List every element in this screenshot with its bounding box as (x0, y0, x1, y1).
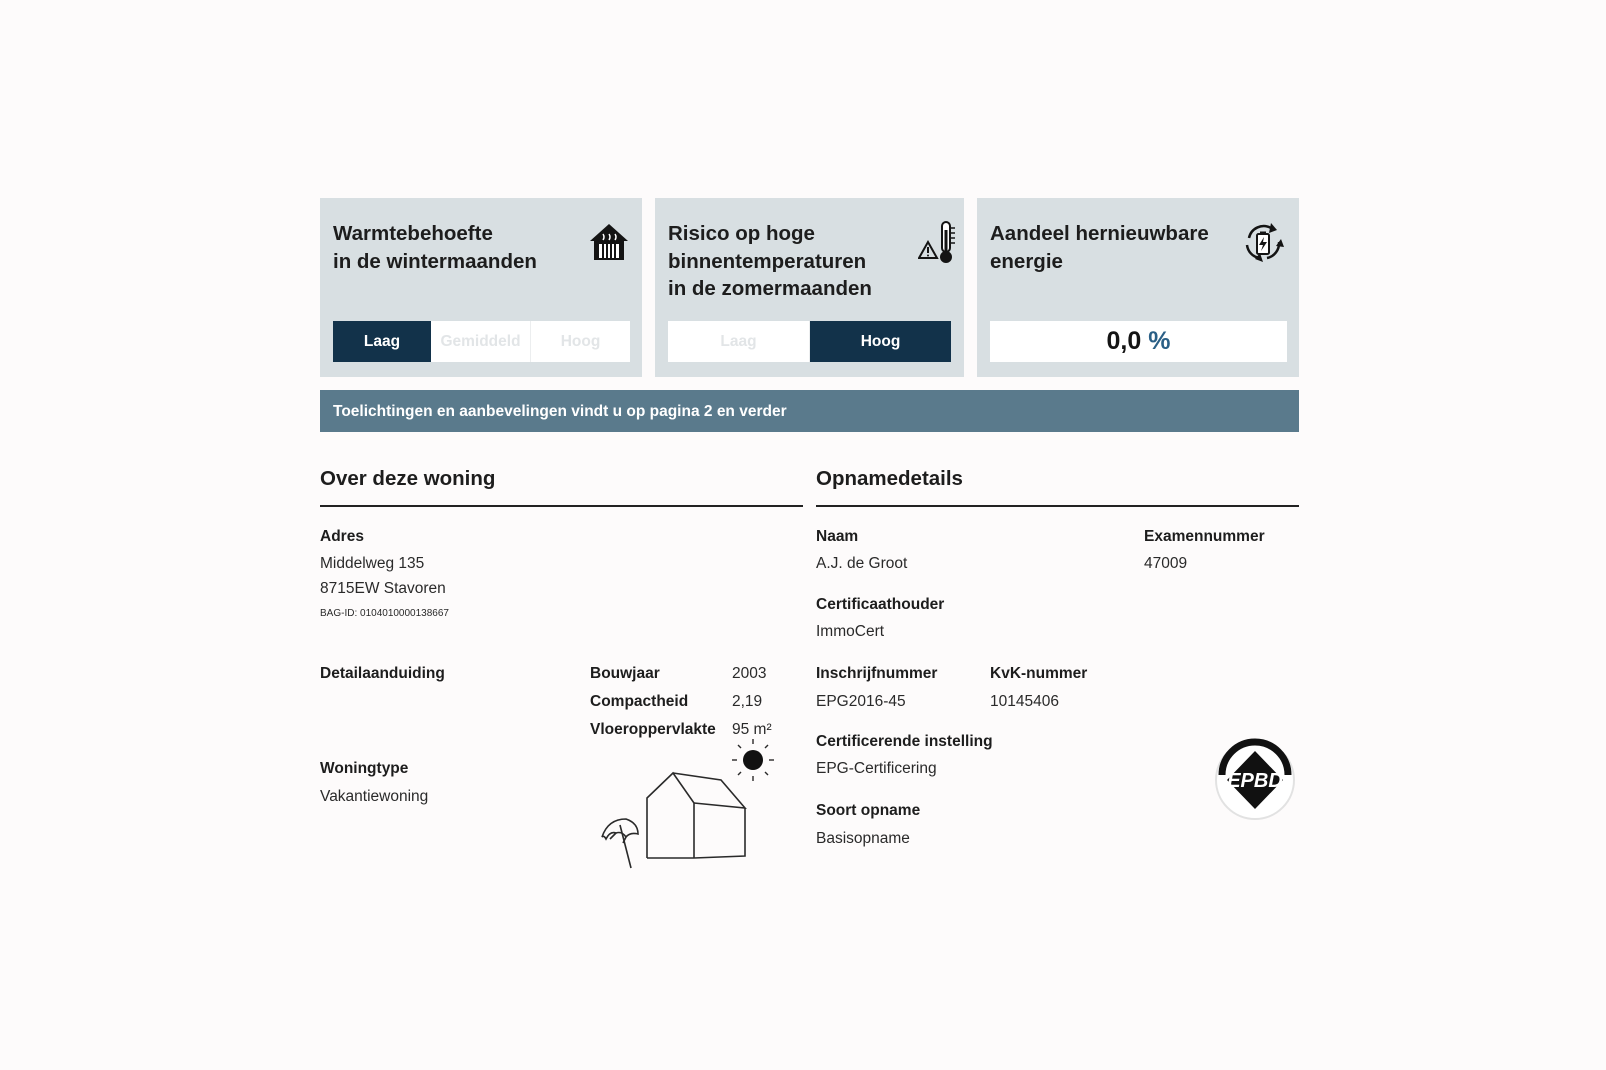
bag-id: BAG-ID: 0104010000138667 (320, 608, 449, 619)
renewable-battery-icon (1241, 220, 1285, 266)
renewable-share-unit: % (1148, 327, 1171, 355)
info-banner: Toelichtingen en aanbevelingen vindt u op pagina 2 en verder (320, 390, 1299, 432)
certificate-holder-label: Certificaathouder (816, 596, 945, 613)
renewable-title-line: energie (990, 249, 1063, 273)
overheating-risk-title (668, 220, 872, 303)
heat-demand-card (320, 198, 642, 377)
inspection-section-title: Opnamedetails (816, 467, 963, 490)
inspection-section-rule (816, 505, 1299, 507)
stat-value: 2,19 (732, 693, 763, 710)
home-section-title: Over deze woning (320, 467, 496, 490)
detail-label: Detailaanduiding (320, 665, 445, 682)
certificate-holder-value: ImmoCert (816, 623, 885, 640)
address-label: Adres (320, 528, 364, 545)
overheating-title-line: Risico op hoge (668, 222, 815, 245)
inspector-name-label: Naam (816, 528, 859, 545)
registration-number-label: Inschrijfnummer (816, 665, 938, 682)
overheating-risk-selector (668, 321, 951, 362)
overheat-option-high: Hoog (810, 321, 951, 362)
heat-demand-selector (333, 321, 630, 362)
certifying-institute-label: Certificerende instelling (816, 733, 993, 750)
exam-number-value: 47009 (1144, 555, 1188, 572)
kvk-number-label: KvK-nummer (990, 665, 1088, 682)
holiday-home-illustration (596, 735, 781, 875)
heat-option-low: Laag (333, 321, 431, 362)
renewable-energy-title (990, 220, 1209, 275)
home-type-label: Woningtype (320, 760, 409, 777)
renewable-share-value (990, 321, 1287, 362)
registration-number-value: EPG2016-45 (816, 693, 906, 710)
overheating-title-line: binnentemperaturen (668, 249, 867, 273)
heat-demand-title (333, 220, 537, 275)
renewable-title-line: Aandeel hernieuwbare (990, 222, 1209, 245)
inspector-name-value: A.J. de Groot (816, 555, 908, 572)
inspection-type-value: Basisopname (816, 830, 910, 847)
home-type-value: Vakantiewoning (320, 788, 429, 805)
heat-option-high: Hoog (531, 321, 630, 362)
stat-value: 95 m² (732, 721, 772, 738)
epbd-logo-text: EPBD (1227, 770, 1283, 792)
stat-label: Bouwjaar (590, 665, 660, 682)
stat-label: Compactheid (590, 693, 689, 710)
overheating-title-line: in de zomermaanden (668, 277, 872, 300)
address-line-2: 8715EW Stavoren (320, 580, 446, 597)
overheating-risk-card (655, 198, 964, 377)
exam-number-label: Examennummer (1144, 528, 1265, 545)
address-line-1: Middelweg 135 (320, 555, 425, 572)
kvk-number-value: 10145406 (990, 693, 1059, 710)
heat-demand-title-line: in de wintermaanden (333, 249, 537, 273)
heat-option-medium: Gemiddeld (431, 321, 531, 362)
overheat-option-low: Laag (668, 321, 810, 362)
epbd-logo (1212, 737, 1298, 828)
thermometer-warning-icon (918, 220, 962, 266)
renewable-share-number: 0,0 (1106, 327, 1142, 355)
renewable-energy-card (977, 198, 1299, 377)
certifying-institute-value: EPG-Certificering (816, 760, 937, 777)
house-heating-icon (587, 220, 631, 266)
home-section-rule (320, 505, 803, 507)
stat-label: Vloeroppervlakte (590, 721, 716, 738)
inspection-type-label: Soort opname (816, 802, 921, 819)
stat-value: 2003 (732, 665, 767, 682)
heat-demand-title-line: Warmtebehoefte (333, 222, 493, 245)
